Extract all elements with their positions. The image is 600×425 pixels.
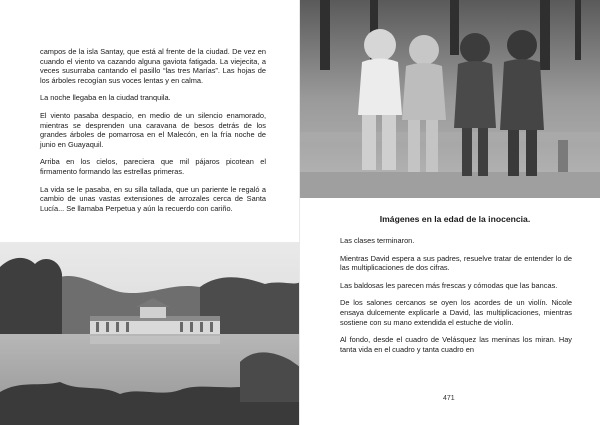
paragraph: La vida se le pasaba, en su silla tallada, que un pariente le regaló a cambio de unas vastas extensiones de arrozales cerca de Santa Lucía... Se llamaba Perpetua y aún la recuerdo con cariño. (40, 184, 266, 213)
left-page-text (40, 47, 266, 221)
paragraph: Mientras David espera a sus padres, resuelve tratar de entender lo de las multiplicaciones de dos cifras. (340, 253, 572, 273)
children-statues-photo (300, 0, 600, 198)
right-page-text (340, 236, 572, 362)
paragraph: Al fondo, desde el cuadro de Velásquez las meninas los miran. Hay tanta vida en el cuadro y tanta cuadro en (340, 335, 572, 354)
lake-pavilion-photo (0, 242, 300, 425)
paragraph: De los salones cercanos se oyen los acordes de un violín. Nicole ensaya dulcemente explicarle a David, las multiplicaciones, mientras sostiene con su mano extendida el estuche de violín. (340, 298, 572, 327)
paragraph: El viento pasaba despacio, en medio de un silencio enamorado, mientras se desprenden una caravana de besos detrás de los grandes árboles de pomarrosa en el Malecón, en la fría noche de junio en Guayaquil. (40, 110, 266, 149)
section-heading: Imágenes en la edad de la inocencia. (379, 214, 531, 224)
page-number: 471 (443, 395, 455, 402)
paragraph: Arriba en los cielos, pareciera que mil pájaros picotean el firmamento formando las estrellas primeras. (40, 157, 266, 176)
paragraph: La noche llegaba en la ciudad tranquila. (40, 93, 171, 103)
paragraph: campos de la isla Santay, que está al frente de la ciudad. De vez en cuando el viento va cazando alguna gaviota fatigada. La viejecita, a veces susurraba cantando el pasillo “las tres Marías”. Las hojas de los árboles recogían sus voces lentas y en calma. (40, 47, 266, 85)
paragraph: Las baldosas les parecen más frescas y cómodas que las bancas. (340, 280, 558, 290)
paragraph: Las clases terminaron. (340, 236, 415, 245)
